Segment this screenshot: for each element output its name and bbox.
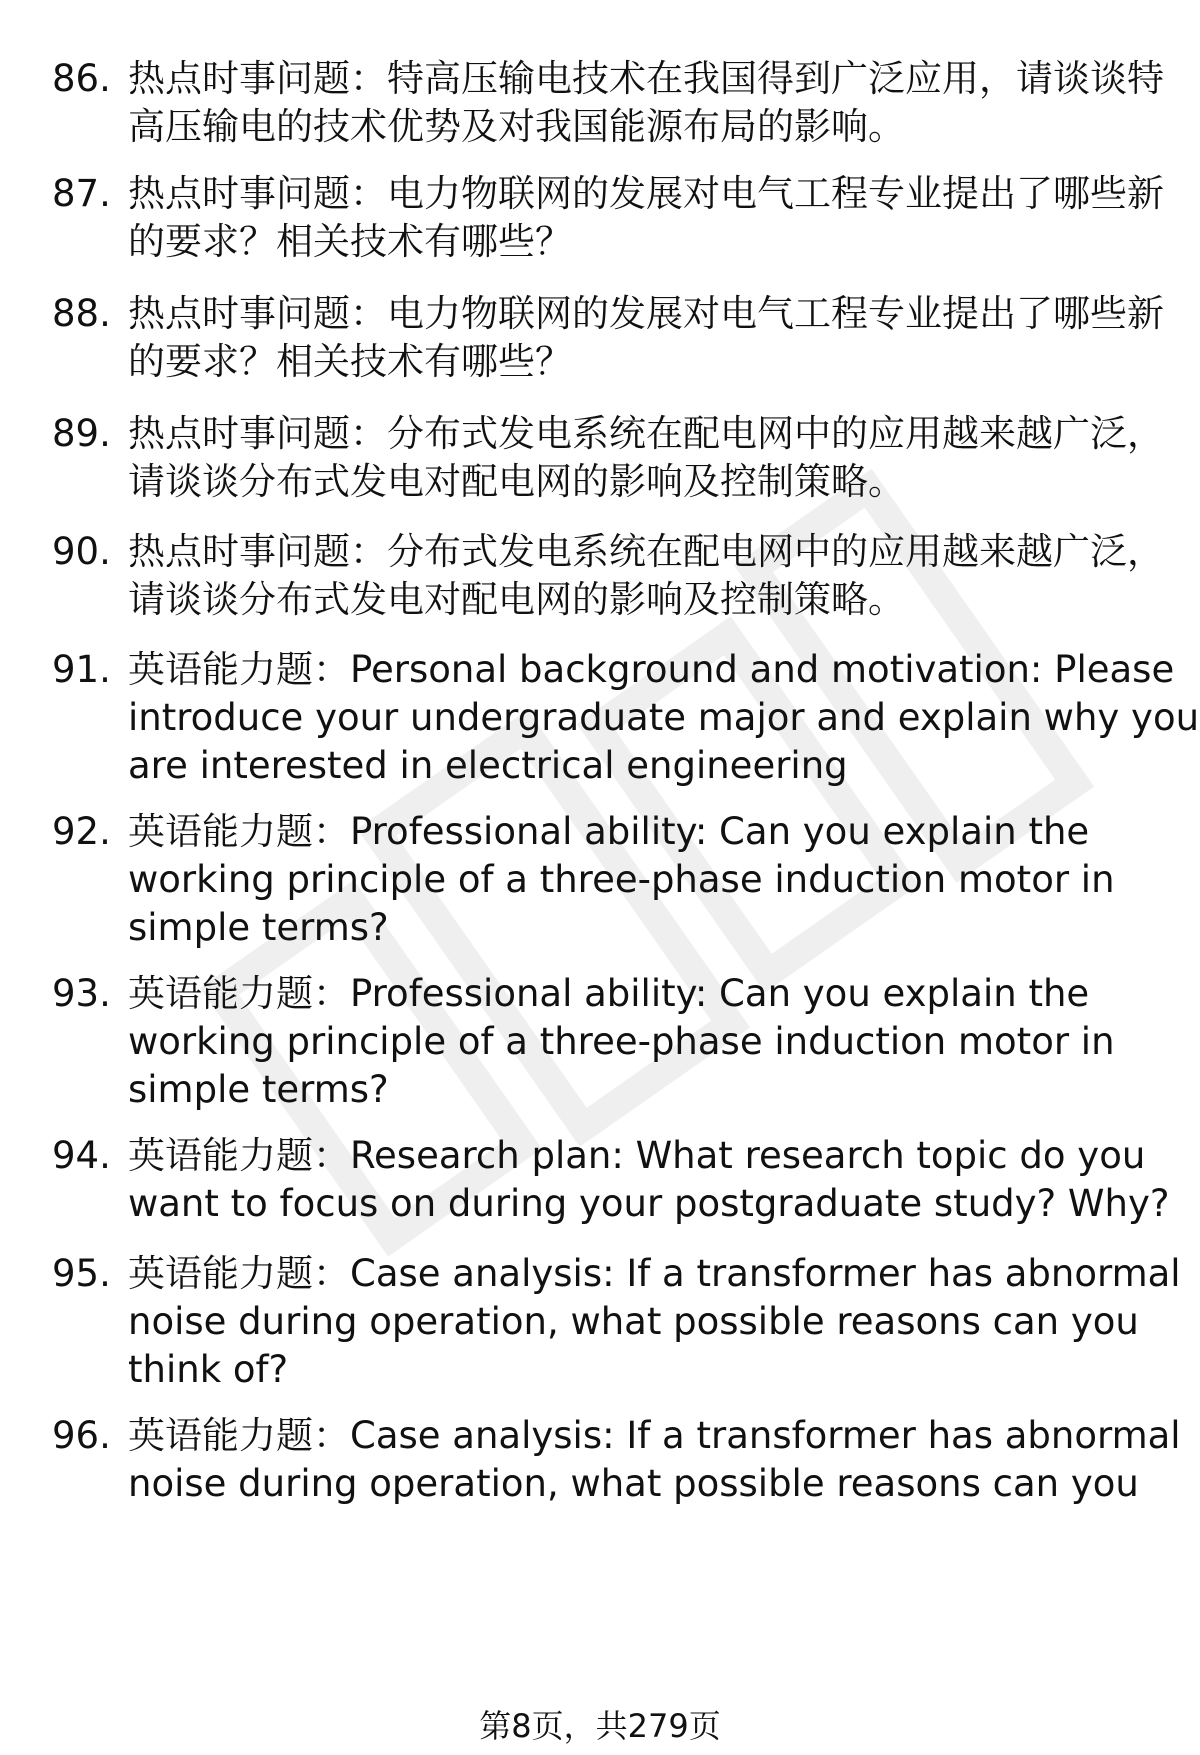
item-line: 英语能力题：Case analysis: If a transformer has abnormal — [128, 1414, 1181, 1457]
item-line: 高压输电的技术优势及对我国能源布局的影响。 — [128, 105, 905, 148]
item-text — [128, 528, 1164, 624]
item-line: simple terms? — [128, 1068, 389, 1111]
item-text — [128, 55, 1164, 151]
item-line: 请谈谈分布式发电对配电网的影响及控制策略。 — [128, 578, 905, 621]
item-text — [128, 808, 1138, 952]
item-line: 英语能力题：Professional ability: Can you explain the — [128, 810, 1090, 853]
item-line: 热点时事问题：分布式发电系统在配电网中的应用越来越广泛， — [128, 530, 1164, 573]
item-number: 95. — [52, 1252, 111, 1295]
page-footer: 第8页，共279页 — [479, 1707, 721, 1745]
item-text — [128, 970, 1138, 1114]
item-line: 英语能力题：Case analysis: If a transformer has abnormal — [128, 1252, 1181, 1295]
item-line: think of? — [128, 1348, 289, 1391]
item-number: 87. — [52, 172, 111, 215]
item-text — [128, 290, 1164, 386]
item-text — [128, 170, 1164, 266]
item-line: noise during operation, what possible reasons can you — [128, 1462, 1139, 1505]
item-number: 94. — [52, 1134, 111, 1177]
item-line: are interested in electrical engineering — [128, 744, 848, 787]
item-line: want to focus on during your postgraduate study? Why? — [128, 1182, 1170, 1225]
item-line: 热点时事问题：电力物联网的发展对电气工程专业提出了哪些新 — [128, 292, 1164, 335]
item-line: 请谈谈分布式发电对配电网的影响及控制策略。 — [128, 460, 905, 503]
item-number: 91. — [52, 648, 111, 691]
item-text — [128, 410, 1164, 506]
item-number: 89. — [52, 412, 111, 455]
item-number: 86. — [52, 57, 111, 100]
item-number: 93. — [52, 972, 111, 1015]
item-number: 88. — [52, 292, 111, 335]
item-line: 热点时事问题：分布式发电系统在配电网中的应用越来越广泛， — [128, 412, 1164, 455]
item-line: 的要求？相关技术有哪些？ — [128, 340, 572, 383]
item-number: 92. — [52, 810, 111, 853]
item-number: 96. — [52, 1414, 111, 1457]
item-text — [128, 1250, 1181, 1394]
item-text — [128, 1132, 1170, 1228]
item-text — [128, 646, 1200, 790]
item-line: 英语能力题：Professional ability: Can you explain the — [128, 972, 1090, 1015]
item-line: 热点时事问题：特高压输电技术在我国得到广泛应用，请谈谈特 — [128, 57, 1164, 100]
item-line: 英语能力题：Personal background and motivation: Please — [128, 648, 1175, 691]
item-line: 的要求？相关技术有哪些？ — [128, 220, 572, 263]
item-line: noise during operation, what possible reasons can you — [128, 1300, 1139, 1343]
item-line: 英语能力题：Research plan: What research topic do you — [128, 1134, 1146, 1177]
item-line: introduce your undergraduate major and explain why you — [128, 696, 1200, 739]
item-number: 90. — [52, 530, 111, 573]
item-line: working principle of a three-phase induction motor in — [128, 1020, 1115, 1063]
item-line: 热点时事问题：电力物联网的发展对电气工程专业提出了哪些新 — [128, 172, 1164, 215]
item-line: working principle of a three-phase induction motor in — [128, 858, 1115, 901]
item-text — [128, 1412, 1181, 1508]
item-line: simple terms? — [128, 906, 389, 949]
